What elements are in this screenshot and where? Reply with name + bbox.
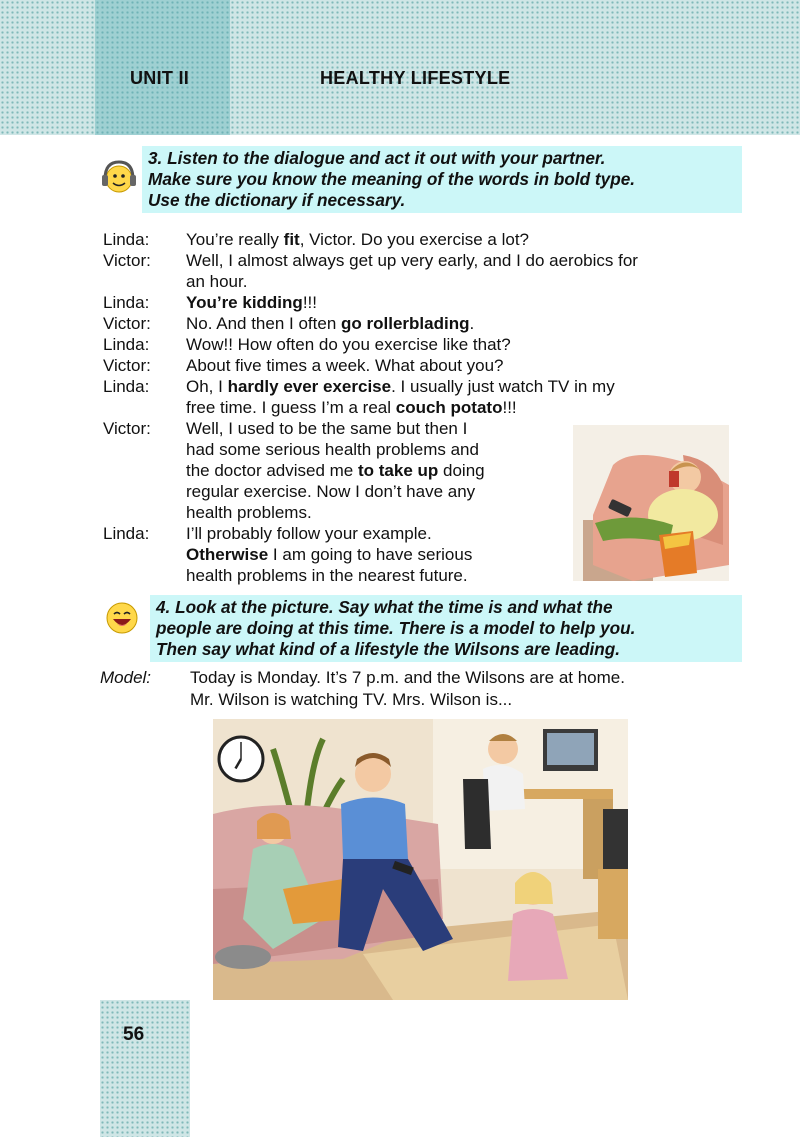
page-number: 56 bbox=[123, 1024, 145, 1045]
dialogue-line: health problems. bbox=[186, 503, 312, 522]
dialogue-line: an hour. bbox=[186, 272, 248, 291]
key-word: couch potato bbox=[395, 398, 503, 417]
laughing-smiley-icon bbox=[104, 600, 140, 636]
model-line: Today is Monday. It’s 7 p.m. and the Wilsons are at home. bbox=[190, 668, 625, 687]
dialogue-line: free time. I guess I’m a real couch potato!!! bbox=[186, 398, 517, 417]
dialogue-line: the doctor advised me to take up doing bbox=[186, 461, 485, 480]
wilson-family-illustration bbox=[213, 719, 628, 1000]
speaker-linda: Linda: bbox=[103, 335, 150, 354]
key-word: Otherwise bbox=[186, 545, 269, 564]
key-word: go rollerblading bbox=[341, 314, 470, 333]
model-label: Model: bbox=[100, 668, 152, 687]
task-3-line: Make sure you know the meaning of the words in bold type. bbox=[148, 169, 636, 189]
dialogue-line: I’ll probably follow your example. bbox=[186, 524, 432, 543]
task-3-line: 3. Listen to the dialogue and act it out with your partner. bbox=[148, 148, 606, 168]
dialogue-line: had some serious health problems and bbox=[186, 440, 479, 459]
dialogue-line: You’re really fit, Victor. Do you exercise a lot? bbox=[186, 230, 530, 249]
task-4-line: Then say what kind of a lifestyle the Wilsons are leading. bbox=[156, 639, 621, 659]
dialogue-line: health problems in the nearest future. bbox=[186, 566, 468, 585]
dialogue-line: About five times a week. What about you? bbox=[186, 356, 504, 375]
unit-label: UNIT II bbox=[130, 68, 190, 88]
speaker-victor: Victor: bbox=[103, 419, 151, 438]
dialogue-line: Wow!! How often do you exercise like that? bbox=[186, 335, 511, 354]
dialogue-line: Well, I used to be the same but then I bbox=[186, 419, 468, 438]
key-word: to take up bbox=[357, 461, 439, 480]
dialogue-line: You’re kidding!!! bbox=[186, 293, 317, 312]
speaker-victor: Victor: bbox=[103, 251, 151, 270]
dialogue-line: Oh, I hardly ever exercise. I usually just watch TV in my bbox=[186, 377, 615, 396]
dialogue-line: No. And then I often go rollerblading. bbox=[186, 314, 475, 333]
model-line: Mr. Wilson is watching TV. Mrs. Wilson is... bbox=[190, 690, 513, 709]
wall-clock bbox=[219, 737, 263, 781]
dialogue-line: Well, I almost always get up very early, and I do aerobics for bbox=[186, 251, 638, 270]
dialogue-line: regular exercise. Now I don’t have any bbox=[186, 482, 476, 501]
speaker-linda: Linda: bbox=[103, 293, 150, 312]
task-4-line: people are doing at this time. There is a model to help you. bbox=[156, 618, 636, 638]
key-word: hardly ever exercise bbox=[227, 377, 392, 396]
speaker-victor: Victor: bbox=[103, 314, 151, 333]
key-word: You’re kidding bbox=[186, 293, 303, 312]
dialogue-line: Otherwise I am going to have serious bbox=[186, 545, 473, 564]
section-title: HEALTHY LIFESTYLE bbox=[320, 68, 511, 88]
task-3-line: Use the dictionary if necessary. bbox=[148, 190, 406, 210]
task-4-line: 4. Look at the picture. Say what the time is and what the bbox=[156, 597, 613, 617]
speaker-linda: Linda: bbox=[103, 524, 150, 543]
task-4-instructions bbox=[150, 595, 742, 662]
speaker-victor: Victor: bbox=[103, 356, 151, 375]
key-word: fit bbox=[283, 230, 300, 249]
headphones-smiley-icon bbox=[100, 158, 138, 196]
page-number-box bbox=[100, 1000, 190, 1137]
speaker-linda: Linda: bbox=[103, 377, 150, 396]
task-3-instructions bbox=[142, 146, 742, 213]
speaker-linda: Linda: bbox=[103, 230, 150, 249]
couch-potato-illustration bbox=[573, 425, 729, 581]
